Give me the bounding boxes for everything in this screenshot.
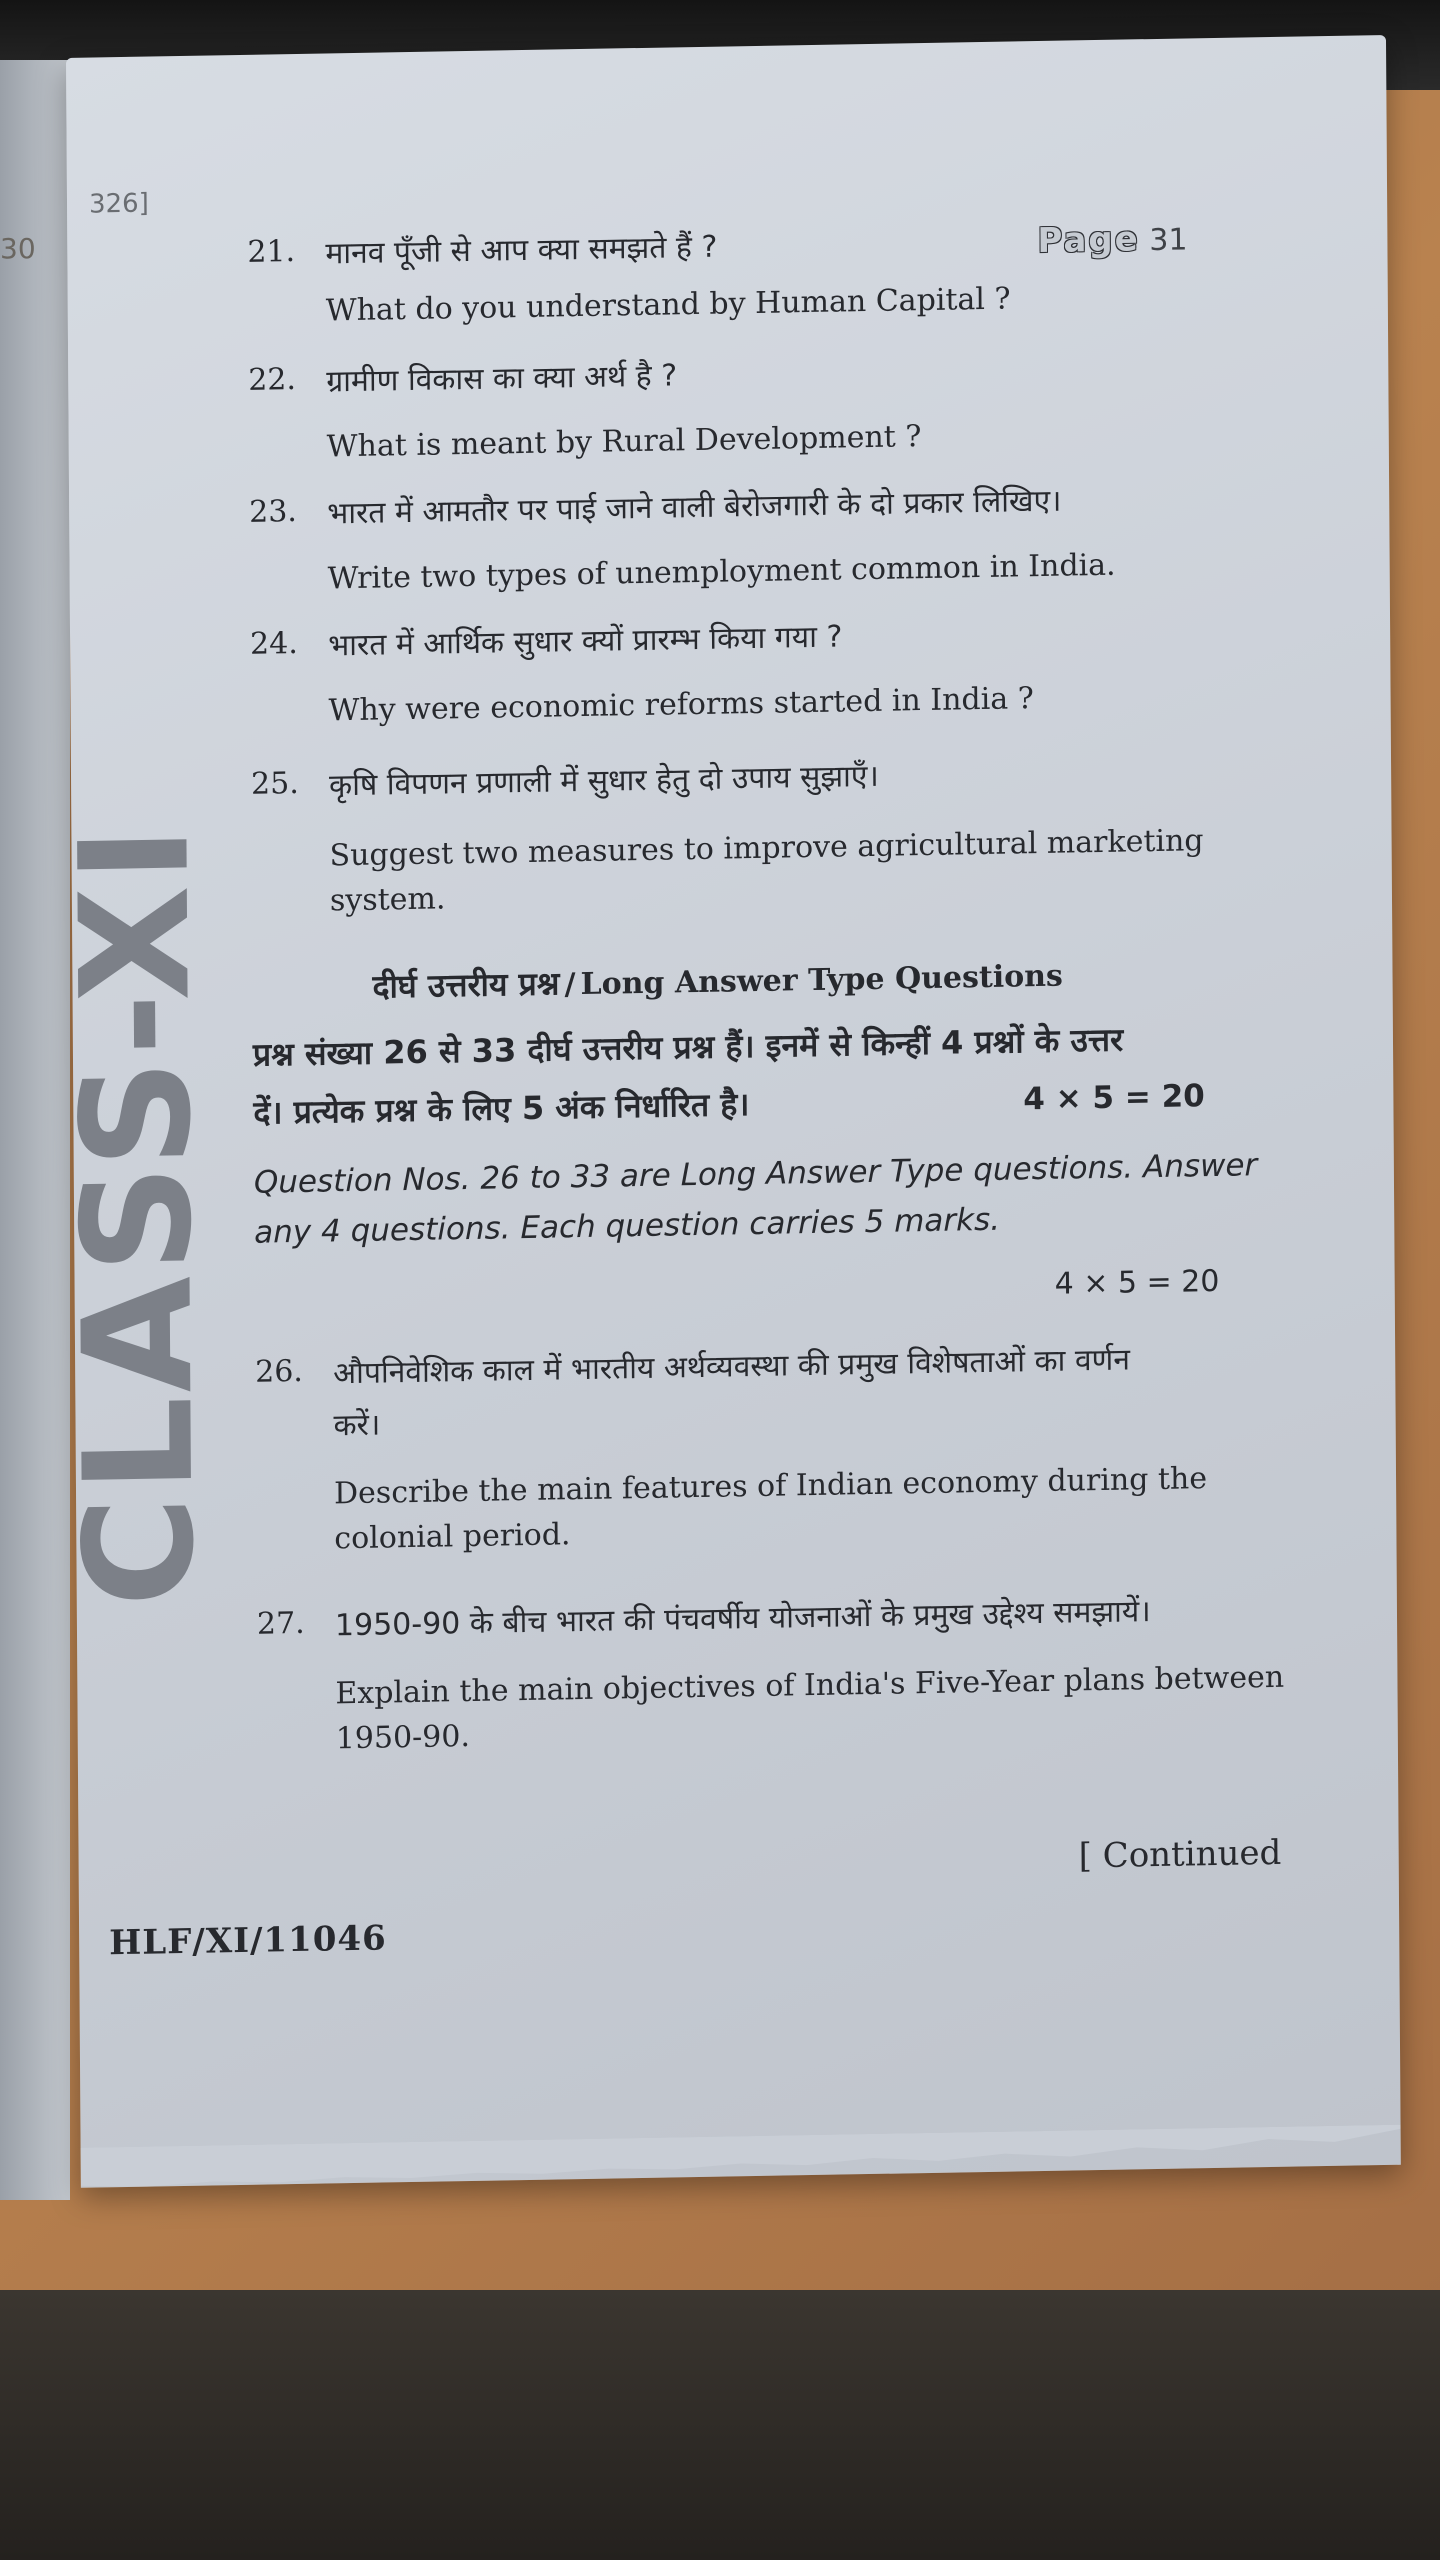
continued-label: [ Continued: [1078, 1832, 1282, 1877]
question-hindi: भारत में आमतौर पर पाई जाने वाली बेरोजगारी के दो प्रकार लिखिए।: [327, 483, 1062, 532]
question-hindi: मानव पूँजी से आप क्या समझते हैं ?: [325, 229, 718, 272]
exam-page: [48, 35, 1401, 2188]
question-english: Why were economic reforms started in India ?: [328, 681, 1034, 729]
question-number: 26.: [255, 1353, 304, 1390]
question-hindi: औपनिवेशिक काल में भारतीय अर्थव्यवस्था की प्रमुख विशेषताओं का वर्णन: [333, 1342, 1131, 1392]
question-number: 22.: [248, 361, 297, 398]
question-number: 24.: [249, 625, 298, 662]
question-hindi: कृषि विपणन प्रणाली में सुधार हेतु दो उपाय सुझाएँ।: [328, 758, 879, 804]
page-content: [66, 35, 1401, 2158]
question-english: Explain the main objectives of India's Five-Year plans between 1950-90.: [335, 1659, 1285, 1757]
page-label-word: Page: [1037, 219, 1140, 262]
instruction-hindi-line-1: प्रश्न संख्या 26 से 33 दीर्घ उत्तरीय प्रश्न हैं। इनमें से किन्हीं 4 प्रश्नों के उत्तर: [252, 1020, 1124, 1074]
previous-page-number: 30: [0, 232, 36, 265]
question-english: Suggest two measures to improve agricultural marketing system.: [329, 823, 1204, 919]
floor-background: [0, 2290, 1440, 2560]
corner-page-number: 326]: [88, 188, 149, 220]
question-hindi: 1950-90 के बीच भारत की पंचवर्षीय योजनाओं के प्रमुख उद्देश्य समझायें।: [334, 1594, 1151, 1644]
question-hindi: भारत में आर्थिक सुधार क्यों प्रारम्भ किया गया ?: [328, 619, 843, 664]
section-heading: [372, 953, 1063, 1008]
question-hindi: ग्रामीण विकास का क्या अर्थ है ?: [326, 358, 678, 400]
section-heading-separator: /: [564, 967, 576, 1003]
instruction-hindi-line-2: दें। प्रत्येक प्रश्न के लिए 5 अंक निर्धारित है।: [253, 1085, 750, 1132]
instruction-english: Question Nos. 26 to 33 are Long Answer Type questions. Answer any 4 questions. Each question carries 5 marks.: [253, 1147, 1258, 1251]
question-number: 25.: [250, 765, 299, 802]
section-heading-english: Long Answer Type Questions: [580, 958, 1064, 1003]
question-hindi-continued: करें।: [333, 1407, 381, 1444]
question-english: Describe the main features of Indian economy during the colonial period.: [333, 1461, 1208, 1557]
question-number: 27.: [256, 1605, 305, 1642]
question-english: Write two types of unemployment common in India.: [327, 547, 1116, 597]
question-english: What do you understand by Human Capital ?: [325, 281, 1011, 329]
marks-english: 4 × 5 = 20: [1054, 1263, 1220, 1302]
page-number: 31: [1149, 222, 1188, 259]
question-english: What is meant by Rural Development ?: [326, 419, 922, 465]
question-number: 21.: [247, 234, 296, 270]
paper-code: HLF/XI/11046: [109, 1918, 387, 1964]
class-banner-text: CLASS-XI: [48, 820, 228, 1609]
section-heading-hindi: दीर्घ उत्तरीय प्रश्न: [372, 964, 560, 1006]
question-number: 23.: [249, 493, 298, 530]
page-label: [1037, 218, 1187, 261]
marks-hindi: 4 × 5 = 20: [1023, 1078, 1205, 1118]
